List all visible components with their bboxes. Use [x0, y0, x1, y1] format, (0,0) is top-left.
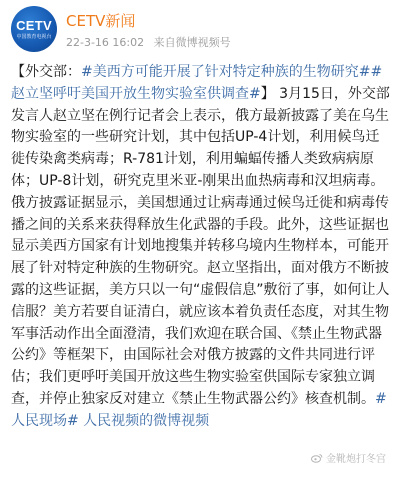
post-meta [66, 34, 237, 50]
hashtag-link[interactable]: #赵立坚呼吁美国开放生物实验室供调查# [11, 64, 383, 102]
avatar-logo-text: CETV [16, 18, 52, 33]
post-body [11, 62, 390, 433]
avatar-logo-subtext: 中国教育电视台 [16, 34, 52, 40]
video-link[interactable]: 人民视频的微博视频 [78, 412, 210, 429]
post-body-prefix: 【外交部： [11, 64, 81, 80]
watermark [311, 450, 386, 465]
watermark-text: 金靴炮打冬宫 [326, 454, 386, 465]
hashtag-link[interactable]: #美西方可能开展了针对特定种族的生物研究# [81, 64, 371, 80]
post-timestamp: 22-3-16 16:02 [66, 36, 145, 49]
post-body-close-bracket: 】 [260, 85, 275, 102]
avatar[interactable] [11, 6, 57, 52]
weibo-logo-icon [311, 453, 323, 463]
hashtag-link[interactable]: #人民现场# [11, 390, 387, 429]
author-name[interactable]: CETV新闻 [66, 12, 136, 30]
post-body-text: 3月15日，外交部发言人赵立坚在例行记者会上表示，俄方最新披露了美在乌生物实验室的一些研究计划，其中包括UP-4计划，利用候鸟迁徙传染禽类病毒；R-781计划，利用蝙蝠传播人类致病病原体；UP-8计划，研究克里米亚-刚果出血热病毒和汉坦病毒。俄方披露证据显示，美国想通过让病毒通过候鸟迁徙和病毒传播之间的关系来获得释放生化武器的手段。此外，这些证据也显示美西方国家有计划地搜集并转移乌境内生物样本，可能开展了针对特定种族的生物研究。赵立坚指出，面对俄方不断披露的这些证据，美方只以一句“虚假信息”敷衍了事，如何让人信服？美方若要自证清白，就应该本着负责任态度，对其生物军事活动作出全面澄清，我们欢迎在联合国、《禁止生物武器公约》等框架下，由国际社会对俄方披露的文件共同进行评估；我们更呼吁美国开放这些生物实验室供国际专家独立调查，并停止独家反对建立《禁止生物武器公约》核查机制。 [11, 85, 390, 407]
post-header [0, 0, 400, 58]
post-source[interactable]: 来自微博视频号 [153, 36, 231, 49]
